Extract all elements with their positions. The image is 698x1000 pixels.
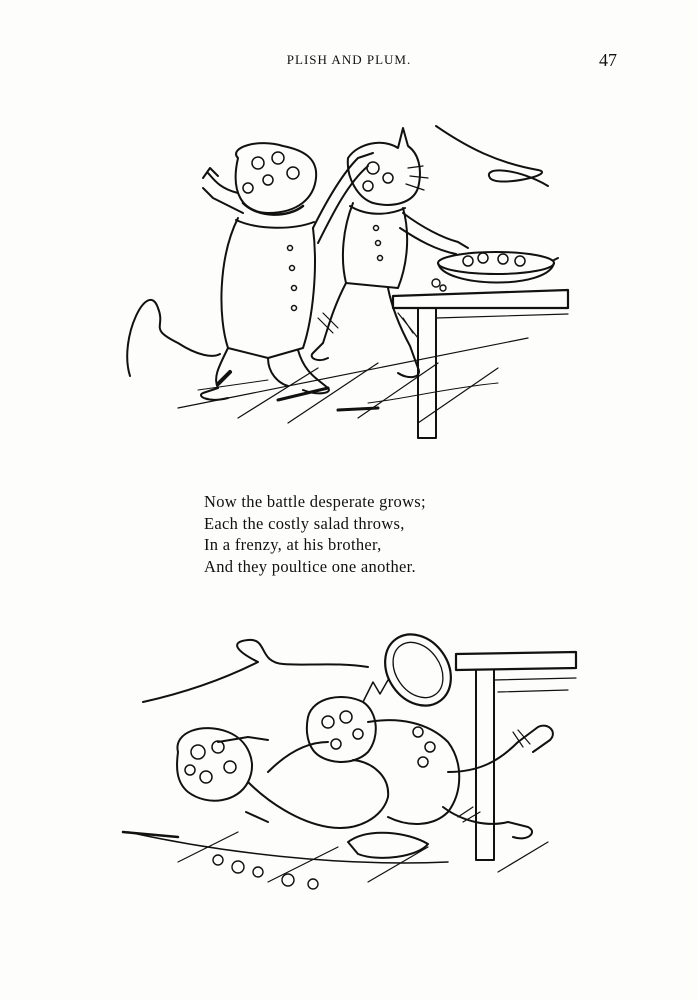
- verse-line: And they poultice one another.: [204, 556, 416, 576]
- two-boys-fallen-under-table-icon: [118, 622, 588, 902]
- verse-line: Each the costly salad throws,: [204, 513, 405, 533]
- verse-line: Now the battle desperate grows;: [204, 492, 426, 511]
- running-title: PLISH AND PLUM.: [286, 52, 412, 67]
- verse-stanza: [204, 491, 426, 577]
- two-boys-fighting-at-salad-table-icon: [118, 118, 588, 458]
- page-number: 47: [599, 50, 617, 70]
- verse-line: In a frenzy, at his brother,: [204, 535, 382, 554]
